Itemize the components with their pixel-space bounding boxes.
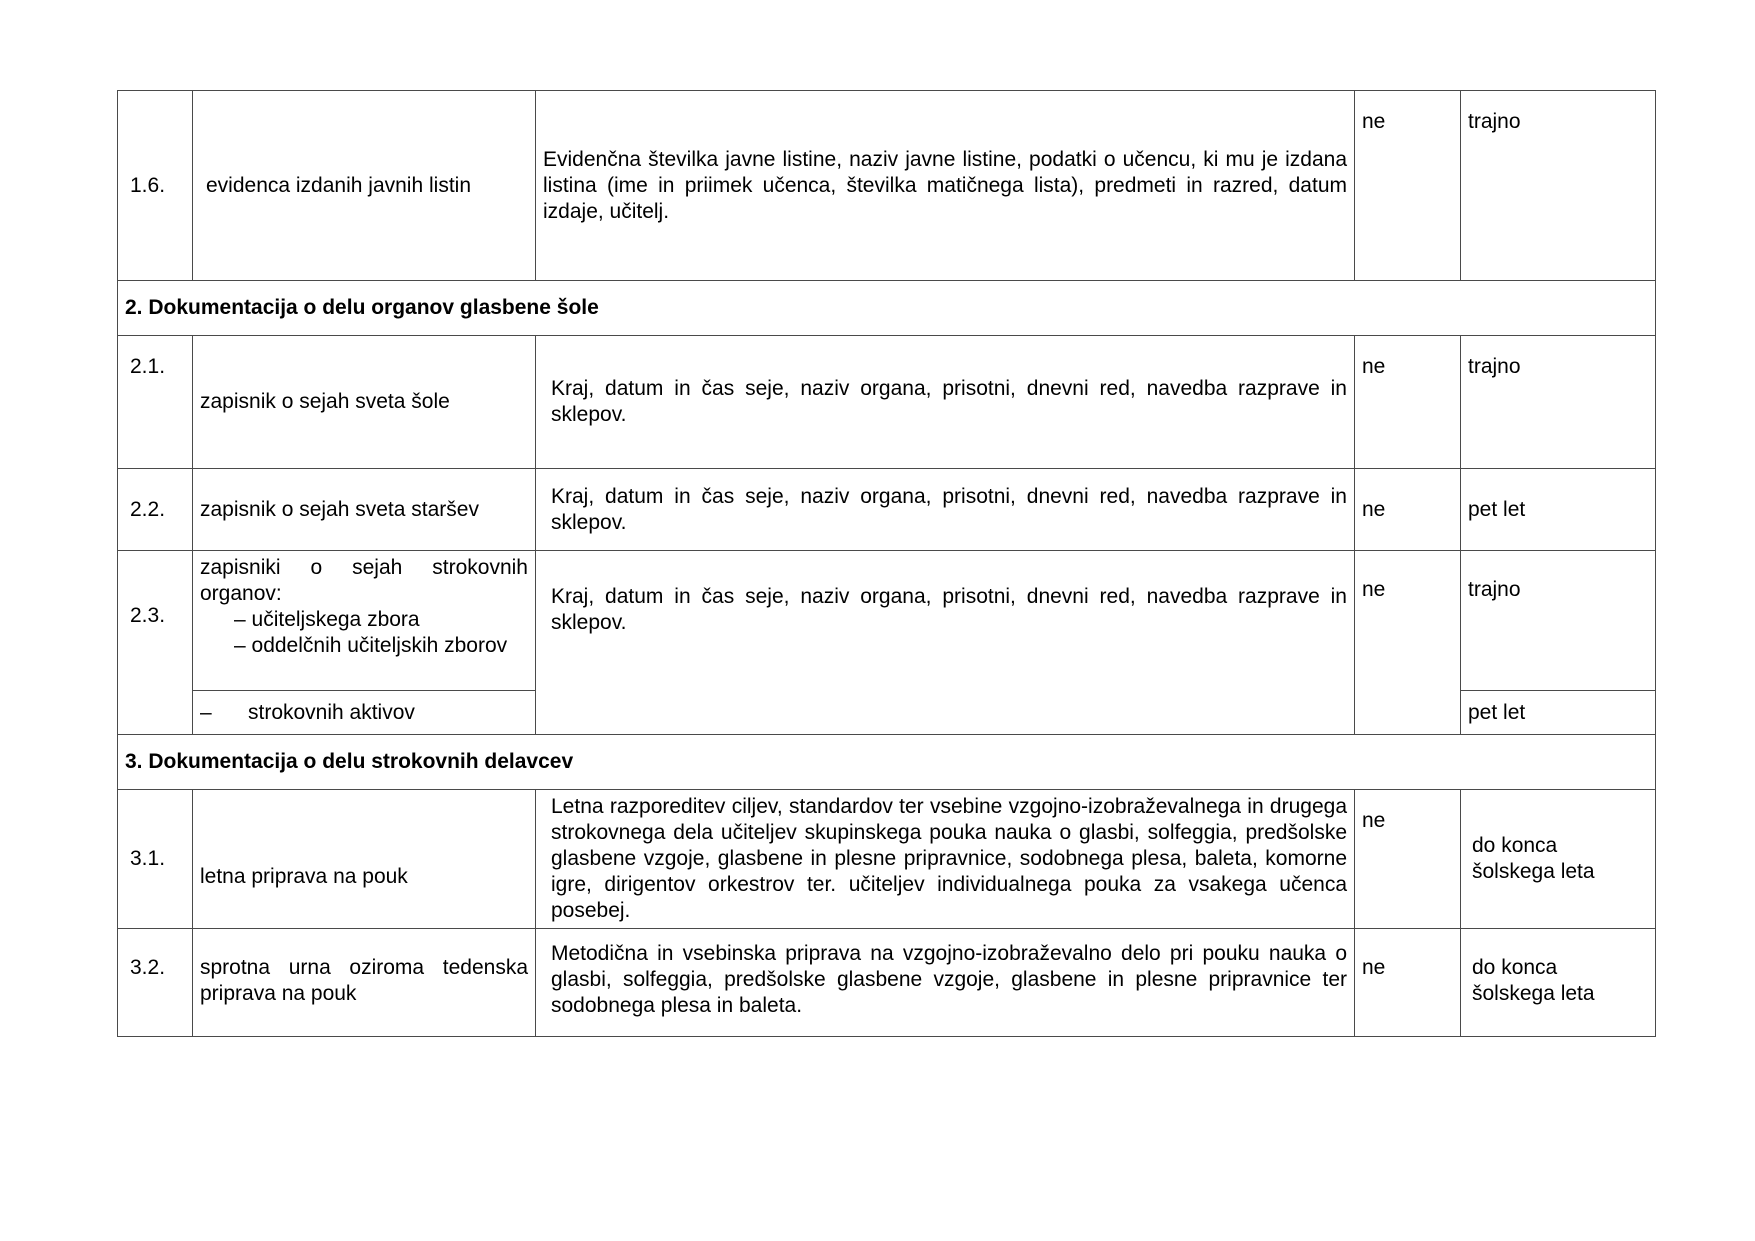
sub-item: – učiteljskega zbora [234, 608, 420, 631]
retention-period: trajno [1461, 91, 1656, 281]
retention-period: pet let [1461, 691, 1656, 735]
section-heading-row [118, 735, 1656, 790]
retention-period: pet let [1461, 469, 1656, 551]
row-number: 1.6. [118, 91, 193, 281]
record-name-title: zapisniki o sejah strokovnih organov: [200, 556, 528, 605]
record-name: evidenca izdanih javnih listin [193, 91, 536, 281]
retention-period: do konca šolskega leta [1461, 790, 1656, 929]
row-number: 3.1. [118, 790, 193, 929]
retention-period: trajno [1461, 551, 1656, 691]
record-flag: ne [1355, 929, 1461, 1037]
dash-marker: – [200, 700, 212, 724]
sub-item: strokovnih aktivov [248, 700, 415, 724]
record-flag: ne [1355, 91, 1461, 281]
record-name: letna priprava na pouk [193, 790, 536, 929]
table-row [118, 91, 1656, 281]
record-name [193, 551, 536, 691]
record-content: Kraj, datum in čas seje, naziv organa, prisotni, dnevni red, navedba razprave in sklepov. [536, 469, 1355, 551]
row-number: 2.2. [118, 469, 193, 551]
row-number: 2.3. [118, 551, 193, 735]
record-content: Kraj, datum in čas seje, naziv organa, prisotni, dnevni red, navedba razprave in sklepov. [536, 336, 1355, 469]
record-name: sprotna urna oziroma tedenska priprava na pouk [193, 929, 536, 1037]
record-flag: ne [1355, 336, 1461, 469]
record-name: zapisnik o sejah sveta šole [193, 336, 536, 469]
record-content: Metodična in vsebinska priprava na vzgojno-izobraževalno delo pri pouku nauka o glasbi, solfeggia, predšolske glasbene vzgoje, glasbene in plesne pripravnice ter sodobnega plesa in baleta. [536, 929, 1355, 1037]
records-table [117, 90, 1656, 1037]
row-number: 3.2. [118, 929, 193, 1037]
retention-period: trajno [1461, 336, 1656, 469]
section-heading: 2. Dokumentacija o delu organov glasbene šole [118, 281, 1656, 336]
section-heading: 3. Dokumentacija o delu strokovnih delavcev [118, 735, 1656, 790]
record-flag: ne [1355, 551, 1461, 735]
table-row [118, 790, 1656, 929]
row-number: 2.1. [118, 336, 193, 469]
table-row [118, 469, 1656, 551]
table-row [118, 336, 1656, 469]
retention-period: do konca šolskega leta [1461, 929, 1656, 1037]
record-content: Letna razporeditev ciljev, standardov ter vsebine vzgojno-izobraževalnega in drugega strokovnega dela učiteljev skupinskega pouka nauka o glasbi, solfeggia, predšolske glasbene vzgoje, glasbene in plesne pripravnice, sodobnega plesa, baleta, komorne igre, dirigentov orkestrov ter. učiteljev individualnega pouka za vsakega učenca posebej. [536, 790, 1355, 929]
record-name: zapisnik o sejah sveta staršev [193, 469, 536, 551]
record-content: Kraj, datum in čas seje, naziv organa, prisotni, dnevni red, navedba razprave in sklepov. [536, 551, 1355, 735]
record-flag: ne [1355, 469, 1461, 551]
record-content: Evidenčna številka javne listine, naziv javne listine, podatki o učencu, ki mu je izdana listina (ime in priimek učenca, številka matičnega lista), predmeti in razred, datum izdaje, učitelj. [536, 91, 1355, 281]
record-flag: ne [1355, 790, 1461, 929]
table-row [118, 929, 1656, 1037]
table-row [118, 551, 1656, 691]
sub-item-row [193, 691, 536, 735]
section-heading-row [118, 281, 1656, 336]
sub-item: – oddelčnih učiteljskih zborov [234, 634, 508, 657]
